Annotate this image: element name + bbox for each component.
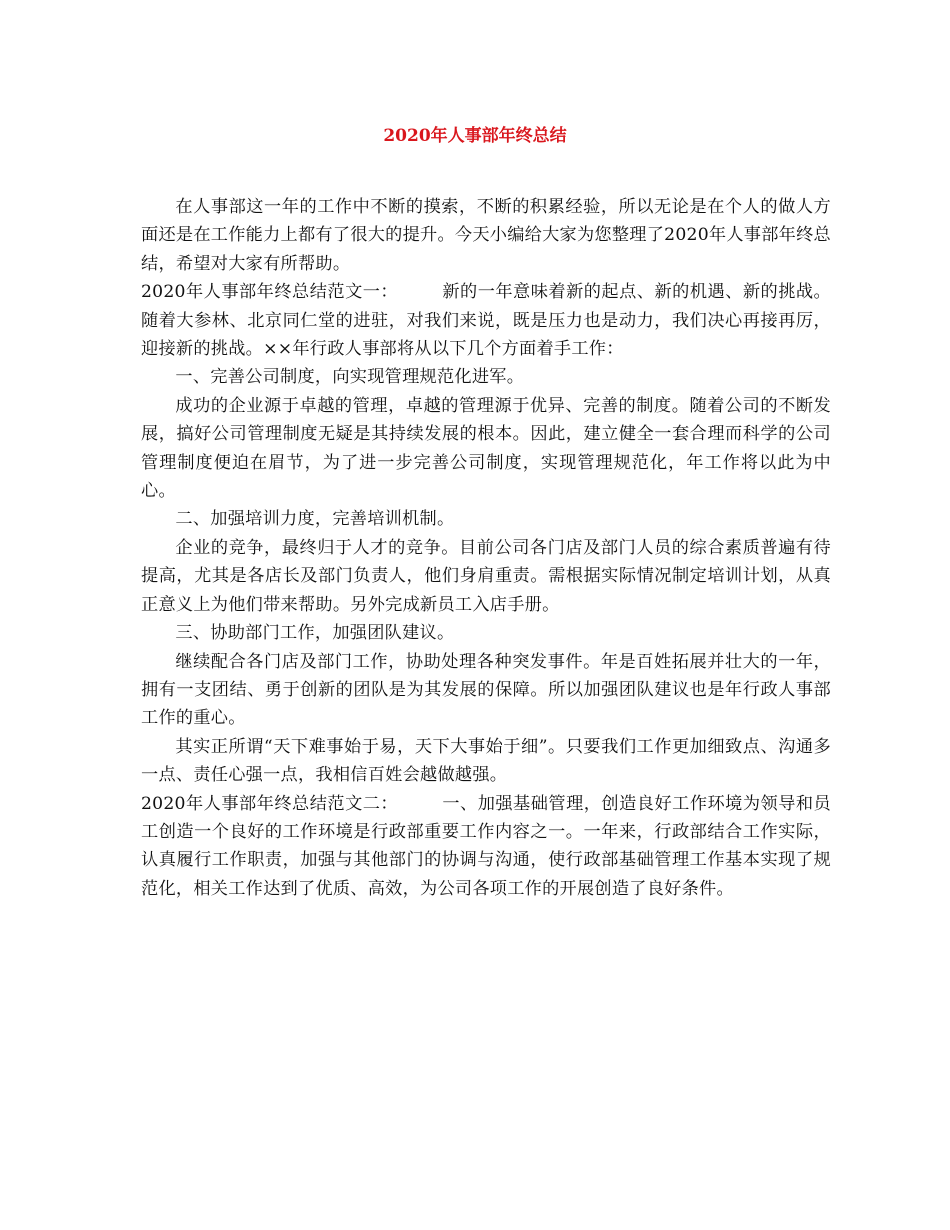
section-heading-3: 三、协助部门工作，加强团队建议。 (175, 623, 455, 644)
document-body (141, 193, 831, 903)
paragraph-section-2: 企业的竞争，最终归于人才的竞争。目前公司各门店及部门人员的综合素质普遍有待提高，尤其是各店长及部门负责人，他们身肩重责。需根据实际情况制定培训计划，从真正意义上为他们带来帮助。另外完成新员工入店手册。 (141, 537, 831, 615)
paragraph-section-3: 继续配合各门店及部门工作，协助处理各种突发事件。年是百姓拓展并壮大的一年，拥有一支团结、勇于创新的团队是为其发展的保障。所以加强团队建议也是年行政人事部工作的重心。 (141, 651, 831, 729)
document-title: 2020年人事部年终总结 (383, 126, 567, 146)
paragraph-closing: 其实正所谓“天下难事始于易，天下大事始于细”。只要我们工作更加细致点、沟通多一点、责任心强一点，我相信百姓会越做越强。 (141, 736, 831, 786)
paragraph-section-1: 成功的企业源于卓越的管理，卓越的管理源于优异、完善的制度。随着公司的不断发展，搞好公司管理制度无疑是其持续发展的根本。因此，建立健全一套合理而科学的公司管理制度便迫在眉节，为了进一步完善公司制度，实现管理规范化，年工作将以此为中心。 (141, 395, 831, 502)
sample2-lead: 2020年人事部年终总结范文二： (141, 793, 399, 814)
section-heading-2: 二、加强培训力度，完善培训机制。 (175, 509, 455, 530)
paragraph-intro: 在人事部这一年的工作中不断的摸索，不断的积累经验，所以无论是在个人的做人方面还是在工作能力上都有了很大的提升。今天小编给大家为您整理了2020年人事部年终总结，希望对大家有所帮助。 (141, 197, 831, 274)
section-heading-1: 一、完善公司制度，向实现管理规范化进军。 (175, 367, 525, 388)
sample1-lead: 2020年人事部年终总结范文一： (141, 282, 399, 303)
paragraph-sample2-intro (141, 790, 831, 904)
paragraph-sample1-intro (141, 278, 831, 363)
sample1-text: 新的一年意味着新的起点、新的机遇、新的挑战。随着大参林、北京同仁堂的进驻，对我们来说，既是压力也是动力，我们决心再接再厉，迎接新的挑战。××年行政人事部将从以下几个方面着手工作： (141, 282, 831, 360)
sample2-text: 一、加强基础管理，创造良好工作环境为领导和员工创造一个良好的工作环境是行政部重要工作内容之一。一年来，行政部结合工作实际，认真履行工作职责，加强与其他部门的协调与沟通，使行政部基础管理工作基本实现了规范化，相关工作达到了优质、高效，为公司各项工作的开展创造了良好条件。 (141, 793, 831, 899)
